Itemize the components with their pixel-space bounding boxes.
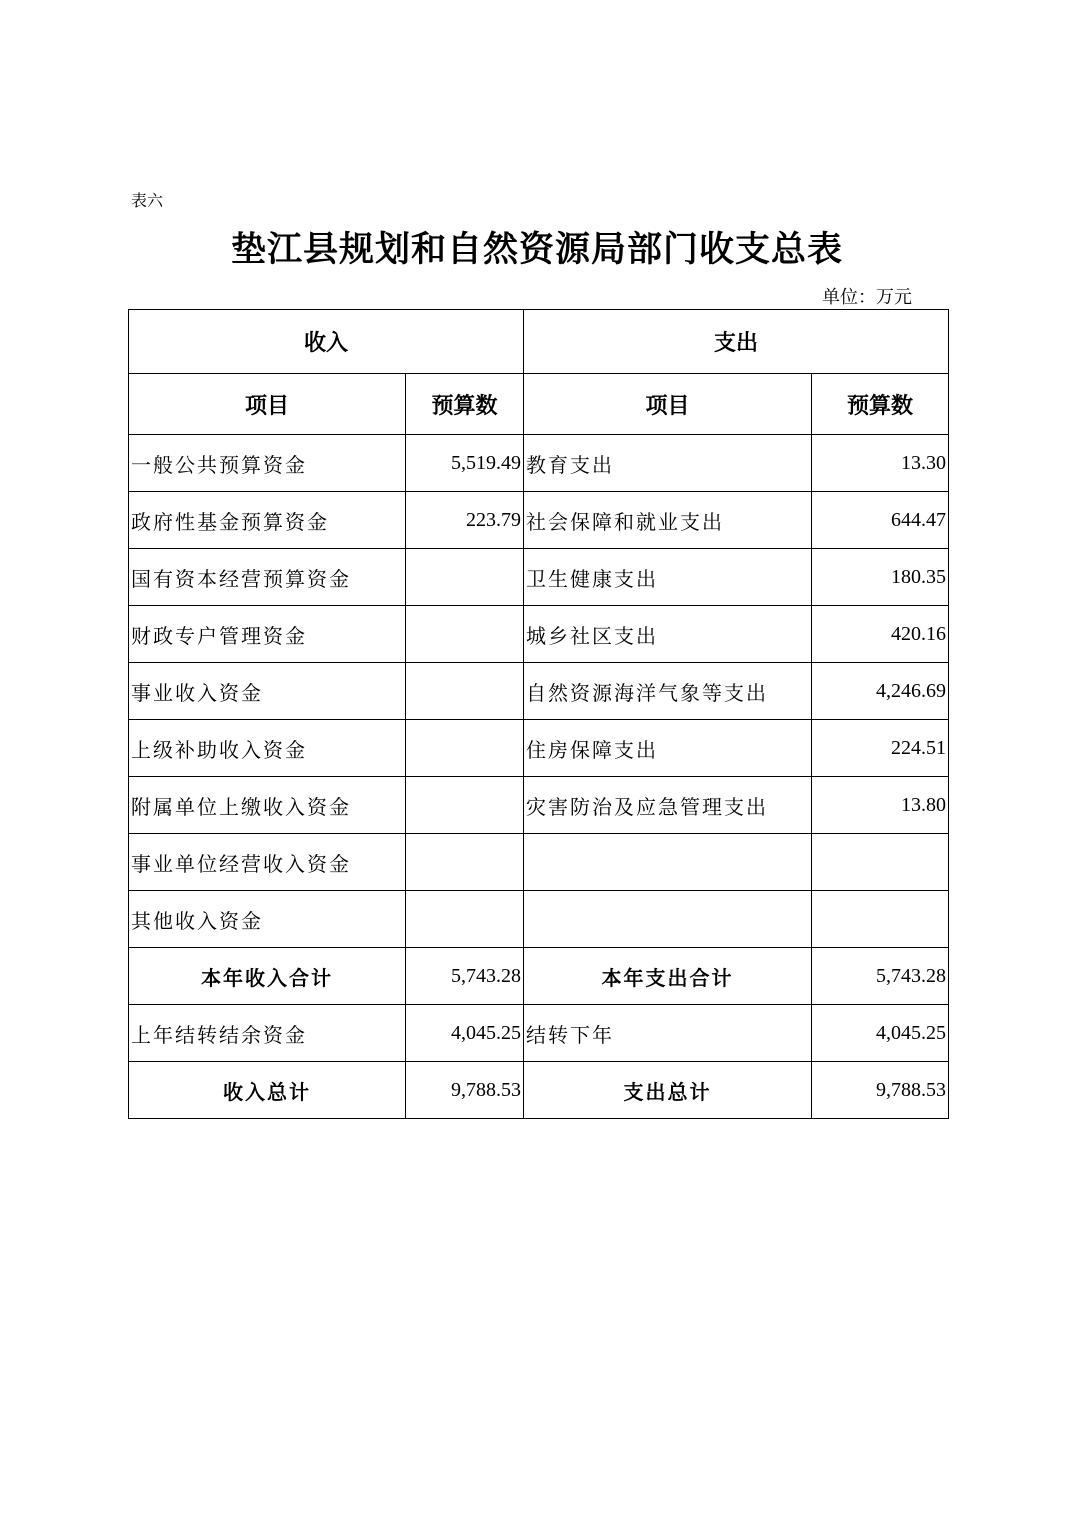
document-title: 垫江县规划和自然资源局部门收支总表 bbox=[230, 229, 843, 270]
table-row bbox=[129, 834, 949, 891]
income-item: 事业单位经营收入资金 bbox=[129, 834, 406, 891]
expense-amount bbox=[812, 834, 949, 891]
expense-item: 卫生健康支出 bbox=[524, 549, 812, 606]
income-item: 国有资本经营预算资金 bbox=[129, 549, 406, 606]
table-label: 表六 bbox=[131, 191, 164, 210]
year-income-total-label: 本年收入合计 bbox=[129, 948, 406, 1005]
expense-item: 灾害防治及应急管理支出 bbox=[524, 777, 812, 834]
income-grand-total-label: 收入总计 bbox=[129, 1062, 406, 1119]
expense-item: 教育支出 bbox=[524, 435, 812, 492]
grand-total-row bbox=[129, 1062, 949, 1119]
carryover-expense-item: 结转下年 bbox=[524, 1005, 812, 1062]
expense-amount: 180.35 bbox=[812, 549, 949, 606]
table-row bbox=[129, 777, 949, 834]
expense-item: 住房保障支出 bbox=[524, 720, 812, 777]
income-grand-total-amount: 9,788.53 bbox=[406, 1062, 524, 1119]
income-amount bbox=[406, 549, 524, 606]
expense-amount: 4,246.69 bbox=[812, 663, 949, 720]
expense-item bbox=[524, 834, 812, 891]
income-header: 收入 bbox=[129, 310, 524, 374]
expense-item bbox=[524, 891, 812, 948]
year-income-total-amount: 5,743.28 bbox=[406, 948, 524, 1005]
income-amount bbox=[406, 606, 524, 663]
table-row bbox=[129, 663, 949, 720]
carryover-expense-amount: 4,045.25 bbox=[812, 1005, 949, 1062]
expense-amount: 420.16 bbox=[812, 606, 949, 663]
year-expense-total-label: 本年支出合计 bbox=[524, 948, 812, 1005]
section-header-row bbox=[129, 310, 949, 374]
income-amount-column-header: 预算数 bbox=[406, 374, 524, 435]
table-row bbox=[129, 492, 949, 549]
income-item: 其他收入资金 bbox=[129, 891, 406, 948]
unit-label: 单位：万元 bbox=[822, 287, 912, 307]
expense-item-column-header: 项目 bbox=[524, 374, 812, 435]
expense-amount: 13.80 bbox=[812, 777, 949, 834]
expense-amount: 224.51 bbox=[812, 720, 949, 777]
table-row bbox=[129, 606, 949, 663]
expense-grand-total-label: 支出总计 bbox=[524, 1062, 812, 1119]
table-row bbox=[129, 891, 949, 948]
expense-amount: 13.30 bbox=[812, 435, 949, 492]
income-item: 上级补助收入资金 bbox=[129, 720, 406, 777]
income-item: 事业收入资金 bbox=[129, 663, 406, 720]
income-amount bbox=[406, 834, 524, 891]
budget-table bbox=[128, 309, 949, 1119]
expense-header: 支出 bbox=[524, 310, 949, 374]
carryover-income-item: 上年结转结余资金 bbox=[129, 1005, 406, 1062]
income-item: 政府性基金预算资金 bbox=[129, 492, 406, 549]
income-amount: 223.79 bbox=[406, 492, 524, 549]
income-amount bbox=[406, 720, 524, 777]
expense-amount-column-header: 预算数 bbox=[812, 374, 949, 435]
expense-grand-total-amount: 9,788.53 bbox=[812, 1062, 949, 1119]
income-item: 一般公共预算资金 bbox=[129, 435, 406, 492]
income-item: 附属单位上缴收入资金 bbox=[129, 777, 406, 834]
carryover-row bbox=[129, 1005, 949, 1062]
expense-amount: 644.47 bbox=[812, 492, 949, 549]
column-header-row bbox=[129, 374, 949, 435]
table-row bbox=[129, 720, 949, 777]
table-row bbox=[129, 435, 949, 492]
income-amount: 5,519.49 bbox=[406, 435, 524, 492]
table-row bbox=[129, 549, 949, 606]
carryover-income-amount: 4,045.25 bbox=[406, 1005, 524, 1062]
expense-item: 社会保障和就业支出 bbox=[524, 492, 812, 549]
year-total-row bbox=[129, 948, 949, 1005]
year-expense-total-amount: 5,743.28 bbox=[812, 948, 949, 1005]
income-amount bbox=[406, 663, 524, 720]
income-item: 财政专户管理资金 bbox=[129, 606, 406, 663]
expense-item: 自然资源海洋气象等支出 bbox=[524, 663, 812, 720]
income-amount bbox=[406, 891, 524, 948]
income-amount bbox=[406, 777, 524, 834]
income-item-column-header: 项目 bbox=[129, 374, 406, 435]
expense-amount bbox=[812, 891, 949, 948]
expense-item: 城乡社区支出 bbox=[524, 606, 812, 663]
